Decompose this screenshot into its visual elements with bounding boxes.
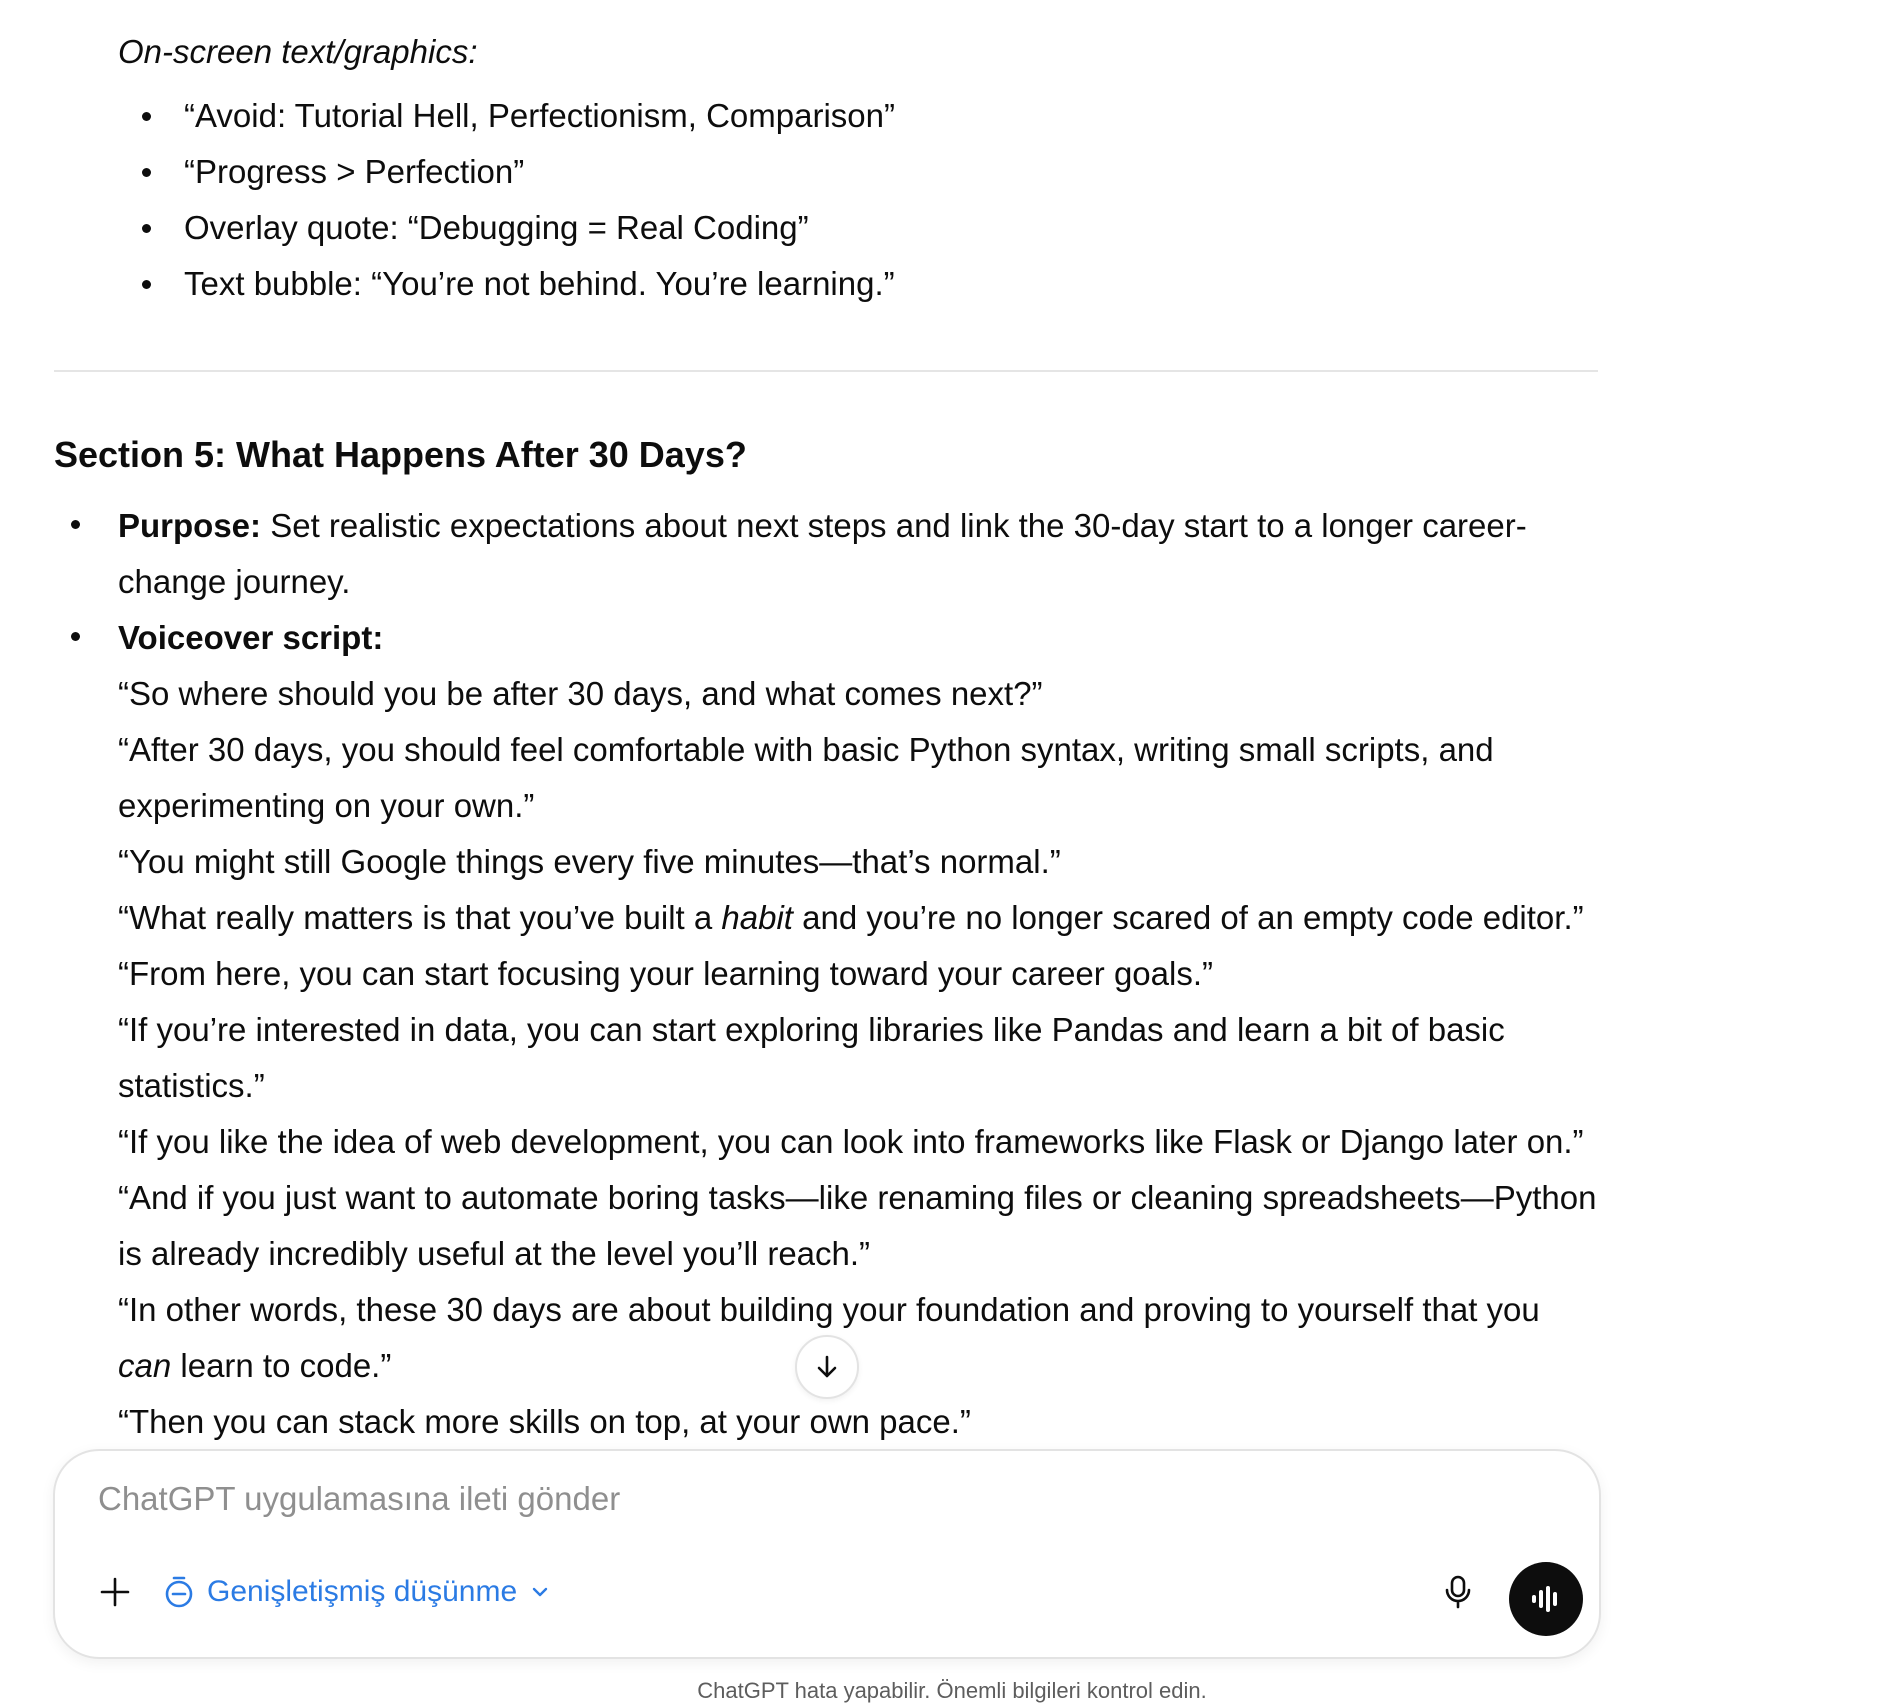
- microphone-icon: [1444, 1575, 1472, 1609]
- onscreen-list: [118, 96, 895, 320]
- add-attachment-button[interactable]: [85, 1562, 145, 1622]
- section-heading: Section 5: What Happens After 30 Days?: [54, 434, 747, 475]
- voiceover-line: [118, 1282, 1602, 1394]
- voiceover-label: Voiceover script:: [118, 619, 384, 656]
- chevron-down-icon: [529, 1581, 551, 1603]
- onscreen-label: On-screen text/graphics:: [118, 33, 478, 70]
- extended-thinking-button[interactable]: [163, 1564, 551, 1620]
- disclaimer: ChatGPT hata yapabilir. Önemli bilgileri kontrol edin.: [697, 1678, 1207, 1703]
- voiceover-line: “Then you can stack more skills on top, at your own pace.”: [118, 1403, 971, 1440]
- voiceover-item: [54, 610, 1602, 1450]
- dictate-button[interactable]: [1428, 1562, 1488, 1622]
- purpose-item: [54, 498, 1602, 610]
- scroll-to-bottom-button[interactable]: [795, 1335, 859, 1399]
- timer-icon: [163, 1575, 195, 1609]
- list-item: “Avoid: Tutorial Hell, Perfectionism, Comparison”: [118, 96, 895, 152]
- purpose-label: Purpose:: [118, 507, 262, 544]
- voiceover-line: “If you’re interested in data, you can start exploring libraries like Pandas and learn a bit of basic statistics.”: [118, 1011, 1505, 1104]
- emphasis: can: [118, 1347, 172, 1384]
- text-segment: and you’re no longer scared of an empty code editor.”: [792, 899, 1584, 936]
- arrow-down-icon: [814, 1354, 840, 1380]
- list-item: Text bubble: “You’re not behind. You’re learning.”: [118, 264, 895, 320]
- text-segment: learn to code.”: [171, 1347, 392, 1384]
- purpose-text: Set realistic expectations about next steps and link the 30-day start to a longer career-change journey.: [118, 507, 1527, 600]
- voiceover-line: “After 30 days, you should feel comfortable with basic Python syntax, writing small scripts, and experimenting on your own.”: [118, 731, 1494, 824]
- section-list: [54, 498, 1602, 1450]
- voiceover-line: “So where should you be after 30 days, and what comes next?”: [118, 675, 1043, 712]
- voice-mode-button[interactable]: [1509, 1562, 1583, 1636]
- section-divider: [54, 370, 1598, 372]
- text-segment: “In other words, these 30 days are about building your foundation and proving to yourself that you: [118, 1291, 1540, 1328]
- emphasis: habit: [721, 899, 793, 936]
- text-segment: “What really matters is that you’ve built a: [118, 899, 722, 936]
- plus-icon: [99, 1576, 131, 1608]
- voiceover-line: [118, 890, 1602, 946]
- voiceover-line: “If you like the idea of web development, you can look into frameworks like Flask or Django later on.”: [118, 1123, 1584, 1160]
- voiceover-script: [118, 666, 1602, 1450]
- voiceover-line: “You might still Google things every five minutes—that’s normal.”: [118, 843, 1061, 880]
- list-item: “Progress > Perfection”: [118, 152, 895, 208]
- composer: [53, 1449, 1601, 1659]
- voiceover-line: “From here, you can start focusing your learning toward your career goals.”: [118, 955, 1213, 992]
- prompt-input[interactable]: [98, 1469, 1538, 1529]
- voiceover-line: “And if you just want to automate boring tasks—like renaming files or cleaning spreadsheets—Python is already incredibly useful at the level you’ll reach.”: [118, 1179, 1597, 1272]
- thinking-label: Genişletişmiş düşünme: [207, 1575, 518, 1608]
- list-item: Overlay quote: “Debugging = Real Coding”: [118, 208, 895, 264]
- voice-wave-icon: [1528, 1581, 1564, 1617]
